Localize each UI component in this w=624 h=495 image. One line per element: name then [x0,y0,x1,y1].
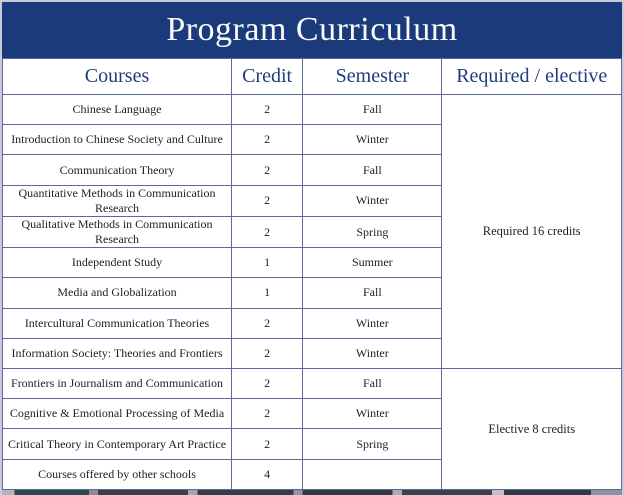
course-cell: Communication Theory [3,155,232,185]
col-header-courses: Courses [3,59,232,95]
credit-cell: 1 [232,278,303,308]
table-row [3,95,622,125]
credit-cell: 2 [232,216,303,247]
semester-cell: Winter [303,338,442,368]
credit-cell: 2 [232,125,303,155]
semester-cell: Spring [303,216,442,247]
credit-cell: 2 [232,155,303,185]
semester-cell: Fall [303,369,442,399]
title-bar [2,2,622,58]
course-cell: Introduction to Chinese Society and Culture [3,125,232,155]
course-cell: Critical Theory in Contemporary Art Practice [3,429,232,459]
semester-cell: Spring [303,429,442,459]
credit-cell: 2 [232,185,303,216]
course-cell: Information Society: Theories and Frontiers [3,338,232,368]
semester-cell: Winter [303,125,442,155]
semester-cell: Winter [303,399,442,429]
curriculum-table [2,58,622,490]
credit-cell: 1 [232,248,303,278]
semester-cell: Winter [303,185,442,216]
bottom-edge-image [2,490,622,495]
course-cell: Courses offered by other schools [3,459,232,489]
credit-cell: 2 [232,399,303,429]
credit-cell: 2 [232,338,303,368]
course-cell: Frontiers in Journalism and Communication [3,369,232,399]
semester-cell: Summer [303,248,442,278]
credit-cell: 2 [232,308,303,338]
credit-cell: 4 [232,459,303,489]
semester-cell: Fall [303,278,442,308]
credit-cell: 2 [232,369,303,399]
course-cell: Chinese Language [3,95,232,125]
page-title: Program Curriculum [166,11,458,48]
course-cell: Media and Globalization [3,278,232,308]
semester-cell [303,459,442,489]
course-cell: Quantitative Methods in Communication Research [3,185,232,216]
col-header-required-elective: Required / elective [442,59,622,95]
credit-cell: 2 [232,429,303,459]
credit-cell: 2 [232,95,303,125]
course-cell: Cognitive & Emotional Processing of Media [3,399,232,429]
group-cell-elective: Elective 8 credits [442,369,622,490]
semester-cell: Fall [303,155,442,185]
group-cell-required: Required 16 credits [442,95,622,369]
header-row [3,59,622,95]
col-header-semester: Semester [303,59,442,95]
semester-cell: Winter [303,308,442,338]
course-cell: Intercultural Communication Theories [3,308,232,338]
col-header-credit: Credit [232,59,303,95]
table-row [3,369,622,399]
semester-cell: Fall [303,95,442,125]
course-cell: Independent Study [3,248,232,278]
course-cell: Qualitative Methods in Communication Research [3,216,232,247]
